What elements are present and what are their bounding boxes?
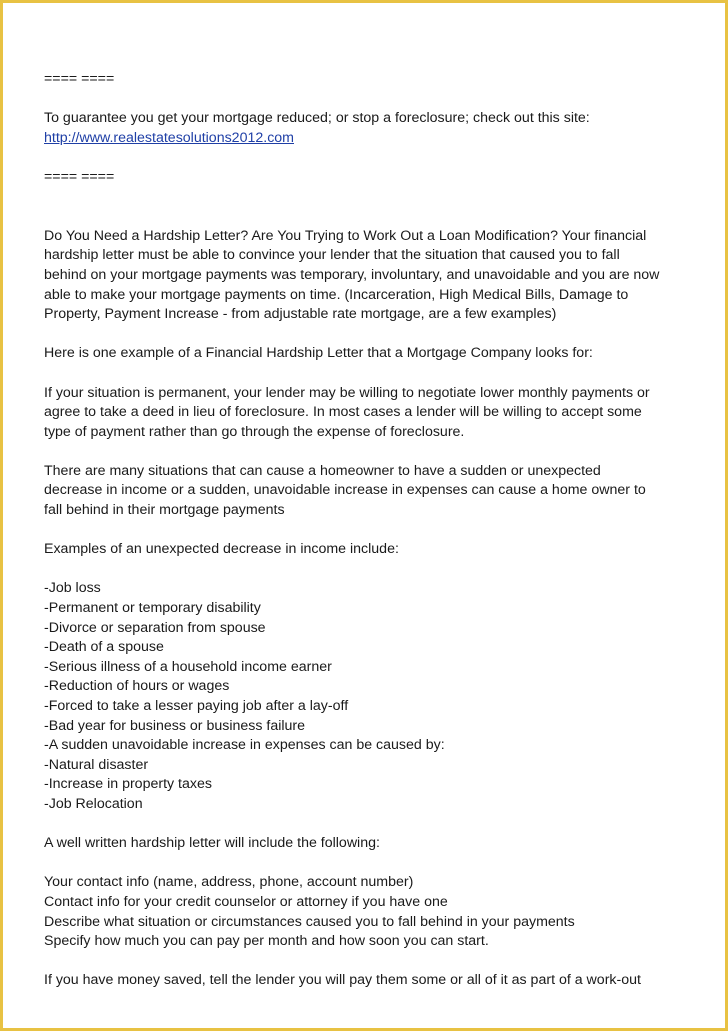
paragraph-money-saved: If you have money saved, tell the lender you will pay them some or all of it as part of a work-out xyxy=(44,972,641,989)
paragraph-line: type of payment rather than go through the expense of foreclosure. xyxy=(44,423,465,440)
paragraph-line: agree to take a deed in lieu of foreclosure. In most cases a lender will be willing to accept some xyxy=(44,404,642,421)
paragraph-hardship-intro xyxy=(44,227,694,325)
document-page xyxy=(44,70,694,991)
list-item: Specify how much you can pay per month and how soon you can start. xyxy=(44,933,489,950)
paragraph-line: hardship letter must be able to convince your lender that the situation that caused you to fall xyxy=(44,247,620,264)
separator-top: ==== ==== xyxy=(44,71,115,87)
paragraph-line: decrease in income or a sudden, unavoidable increase in expenses can cause a home owner to xyxy=(44,482,646,499)
paragraph-line: able to make your mortgage payments on time. (Incarceration, High Medical Bills, Damage to xyxy=(44,286,629,303)
list-item: -Natural disaster xyxy=(44,756,149,773)
list-item: -Job Relocation xyxy=(44,795,143,812)
paragraph-example-intro: Here is one example of a Financial Hardship Letter that a Mortgage Company looks for: xyxy=(44,345,593,362)
list-item: -Job loss xyxy=(44,580,101,597)
intro-line: To guarantee you get your mortgage reduced; or stop a foreclosure; check out this site: xyxy=(44,110,590,127)
examples-list xyxy=(44,579,694,814)
list-item: Your contact info (name, address, phone, account number) xyxy=(44,874,414,891)
paragraph-line: If your situation is permanent, your lender may be willing to negotiate lower monthly payments or xyxy=(44,384,650,401)
list-item: -Death of a spouse xyxy=(44,639,164,656)
list-item: -Serious illness of a household income earner xyxy=(44,658,332,675)
includes-list xyxy=(44,873,694,951)
list-item: -Divorce or separation from spouse xyxy=(44,619,266,636)
list-item: Describe what situation or circumstances caused you to fall behind in your payments xyxy=(44,913,575,930)
list-item: -Forced to take a lesser paying job after a lay-off xyxy=(44,698,349,714)
paragraph-permanent-situation xyxy=(44,384,694,443)
list-item: -Bad year for business or business failure xyxy=(44,717,306,734)
paragraph-letter-includes-heading: A well written hardship letter will include the following: xyxy=(44,835,380,852)
paragraph-line: There are many situations that can cause a homeowner to have a sudden or unexpected xyxy=(44,462,601,479)
paragraph-line: Property, Payment Increase - from adjustable rate mortgage, are a few examples) xyxy=(44,306,557,323)
list-item: -Permanent or temporary disability xyxy=(44,600,261,617)
separator-bottom: ==== ==== xyxy=(44,168,115,185)
site-link[interactable]: http://www.realestatesolutions2012.com xyxy=(44,129,294,146)
list-item: -A sudden unavoidable increase in expenses can be caused by: xyxy=(44,737,445,754)
site-link-line xyxy=(44,129,694,149)
list-item: -Increase in property taxes xyxy=(44,776,212,793)
paragraph-situations xyxy=(44,462,694,521)
list-item: -Reduction of hours or wages xyxy=(44,678,230,695)
paragraph-line: behind on your mortgage payments was temporary, involuntary, and unavoidable and you are now xyxy=(44,266,660,283)
list-item: Contact info for your credit counselor or attorney if you have one xyxy=(44,893,448,910)
paragraph-line: Do You Need a Hardship Letter? Are You Trying to Work Out a Loan Modification? Your financial xyxy=(44,227,647,244)
paragraph-examples-heading: Examples of an unexpected decrease in income include: xyxy=(44,541,399,558)
paragraph-line: fall behind in their mortgage payments xyxy=(44,502,285,519)
